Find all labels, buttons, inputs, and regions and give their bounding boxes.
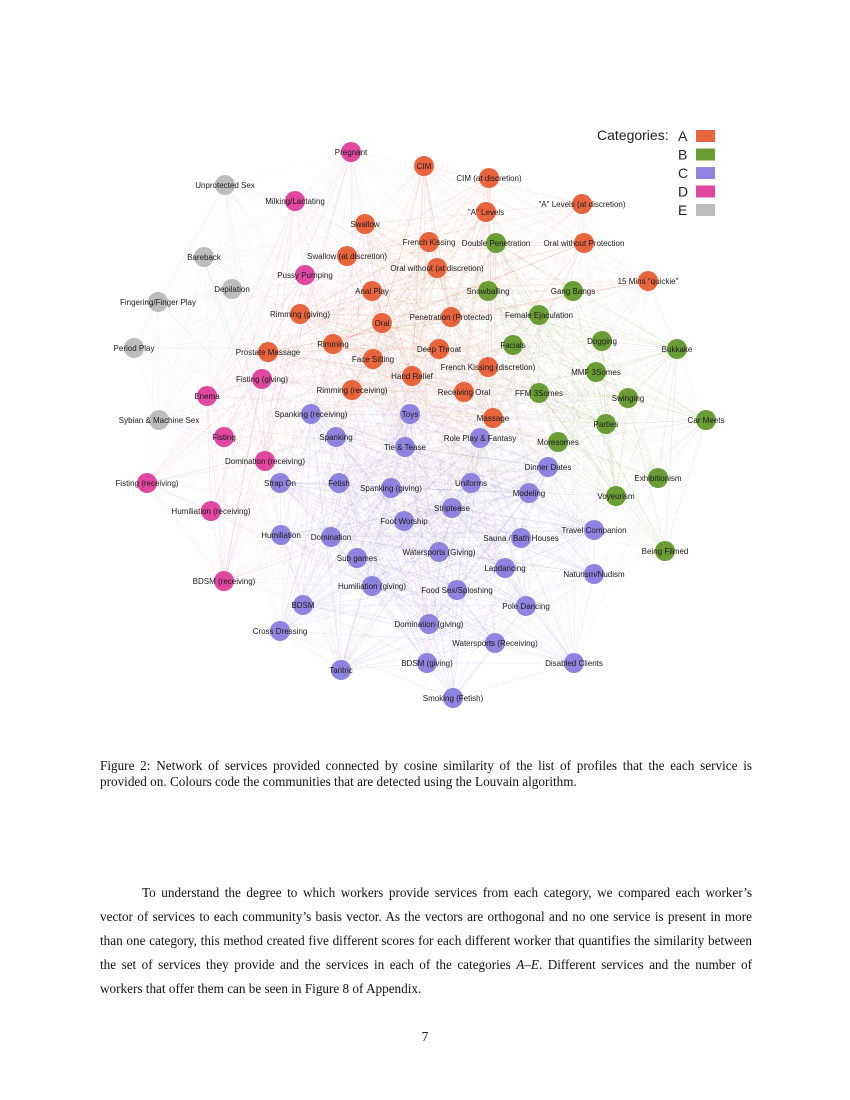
node-label: Lapdancing (484, 564, 526, 573)
network-edge (453, 643, 495, 698)
node-label: Deep Throat (416, 345, 462, 354)
service-network-figure (95, 115, 755, 715)
network-node (372, 313, 392, 333)
node-label: Role Play & Fantasy (443, 434, 517, 443)
legend-swatch (696, 130, 715, 142)
node-label: Depilation (214, 285, 250, 294)
node-label: Snowballing (466, 287, 510, 296)
node-label: Milking/Lactating (265, 197, 325, 206)
node-label: Humiliation (261, 531, 301, 540)
node-label: Fisting (receiving) (115, 479, 179, 488)
network-node (538, 194, 625, 214)
legend-swatch (696, 186, 715, 198)
node-label: Rimming (317, 340, 349, 349)
network-node (642, 541, 689, 561)
node-label: FFM 3Somes (514, 389, 564, 398)
node-label: BDSM (giving) (401, 659, 453, 668)
node-label: Spanking (giving) (360, 484, 422, 493)
node-label: Swallow (at discretion) (306, 252, 388, 261)
node-label: French Kissing (discretion) (440, 363, 536, 372)
network-node (403, 232, 456, 252)
node-label: Strap On (263, 479, 297, 488)
node-label: Dinner Dates (524, 463, 572, 472)
node-label: Being Filmed (641, 547, 689, 556)
node-label: Female Ejaculation (504, 311, 574, 320)
categories-range: A–E (516, 957, 539, 972)
legend-label: C (678, 165, 689, 181)
node-label: Period Play (113, 344, 155, 353)
node-label: Fingering/Finger Play (119, 298, 197, 307)
node-label: Car Meets (687, 416, 725, 425)
network-edge (424, 166, 582, 204)
node-label: Watersports (Giving) (402, 548, 476, 557)
network-node (253, 621, 308, 641)
node-label: Fisting (giving) (235, 375, 289, 384)
network-edge (616, 281, 648, 496)
body-text-start: To understand the degree to which workers provide services from each category, we compared each worker’s vector of services to each community’s basis vector. As the vectors are orthogonal and no one service is present in more than one category, this method created five different scores for each different worker that quantifies the similarity between the set of services they provide and the services in each of the categories (100, 885, 752, 972)
node-label: "A" Levels (at discretion) (538, 200, 626, 209)
network-edge (265, 461, 281, 535)
node-label: Double Penetration (461, 239, 531, 248)
node-label: Domination (receiving) (224, 457, 306, 466)
network-node (195, 175, 255, 195)
node-label: Anal Play (355, 287, 389, 296)
network-node (545, 653, 603, 673)
node-label: 15 Mins "quickie" (617, 277, 679, 286)
network-node (187, 247, 222, 267)
node-label: Pole Dancing (502, 602, 550, 611)
node-label: Oral without Protection (543, 239, 625, 248)
node-label: Enema (194, 392, 220, 401)
network-node (400, 404, 420, 424)
legend-title: Categories: (597, 127, 669, 143)
node-label: Spanking (319, 433, 353, 442)
node-label: Naturism/Nudism (563, 570, 625, 579)
network-node (456, 168, 522, 188)
node-label: Bareback (187, 253, 221, 262)
network-node (688, 410, 725, 430)
network-node (329, 660, 353, 680)
network-edge (147, 483, 224, 581)
body-text-end: . Different services and the number of workers that offer them can be seen in Figure 8 of Appendix. (100, 957, 752, 996)
node-label: Prostate Massage (235, 348, 301, 357)
figure-caption: Figure 2: Network of services provided connected by cosine similarity of the list of profiles that the each service is provided on. Colours code the communities that are detected using the Louvain algorithm. (100, 758, 752, 789)
node-label: Travel Companion (561, 526, 627, 535)
network-node (414, 156, 434, 176)
network-node (171, 501, 250, 521)
network-node (265, 191, 325, 211)
node-label: Tie & Tease (384, 443, 426, 452)
network-node (120, 292, 196, 312)
node-label: BDSM (receiving) (192, 577, 256, 586)
node-label: Cross Dressing (252, 627, 308, 636)
network-edge (489, 178, 648, 281)
page-number: 7 (421, 1029, 429, 1044)
node-label: Oral (374, 319, 390, 328)
legend-swatch (696, 167, 715, 179)
network-edge (665, 349, 677, 551)
node-label: Swinging (611, 394, 645, 403)
node-label: Striptease (433, 504, 471, 513)
node-label: Pussy Pumping (277, 271, 333, 280)
node-label: Facials (500, 341, 526, 350)
node-label: Hand Relief (391, 372, 433, 381)
node-label: Fetish (328, 479, 350, 488)
network-node (634, 468, 681, 488)
network-edge (207, 396, 211, 511)
node-label: Sub games (336, 554, 378, 563)
node-label: Oral without (at discretion) (390, 264, 484, 273)
node-label: Modeling (512, 489, 546, 498)
node-label: Gang Bangs (550, 287, 596, 296)
node-label: Rimming (receiving) (316, 386, 388, 395)
node-label: Exhibitionism (634, 474, 682, 483)
node-label: Sybian & Machine Sex (118, 416, 200, 425)
network-node (561, 520, 626, 540)
node-label: Tantric (329, 666, 353, 675)
node-label: Swallow (350, 220, 380, 229)
network-node (423, 688, 484, 708)
network-edges (134, 152, 706, 698)
legend-label: E (678, 202, 688, 218)
network-node (115, 473, 178, 493)
node-label: "A" Levels (467, 208, 505, 217)
network-edge (207, 396, 224, 581)
network-edge (339, 483, 341, 670)
node-label: Spanking (receiving) (274, 410, 348, 419)
network-node (502, 596, 550, 616)
node-label: BDSM (291, 601, 315, 610)
node-label: Smoking (Fetish) (422, 694, 484, 703)
node-label: Rimming (giving) (269, 310, 331, 319)
node-label: Uniforms (454, 479, 488, 488)
legend-swatch (696, 149, 715, 161)
node-label: Foot Worship (380, 517, 428, 526)
network-node (335, 142, 368, 162)
node-label: Fisting (212, 433, 236, 442)
node-label: Bukkake (661, 345, 693, 354)
node-label: Food Sex/Sploshing (421, 586, 493, 595)
node-label: Humiliation (receiving) (171, 507, 251, 516)
legend-label: D (678, 183, 689, 200)
node-label: Watersports (Receiving) (452, 639, 538, 648)
legend-label: B (678, 146, 688, 163)
network-edge (453, 663, 574, 698)
network-node (618, 271, 679, 291)
node-label: Receiving Oral (437, 388, 491, 397)
node-label: CIM (416, 162, 432, 171)
network-edge (303, 605, 574, 663)
node-label: Voyeurism (597, 492, 635, 501)
node-label: French Kissing (402, 238, 456, 247)
node-label: MMF 3Somes (571, 368, 621, 377)
network-node (421, 580, 493, 600)
node-label: Face Sitting (351, 355, 395, 364)
node-label: Humiliation (giving) (337, 582, 407, 591)
node-label: Domination (giving) (394, 620, 464, 629)
node-label: Toys (401, 410, 419, 419)
node-label: Disabled Clients (545, 659, 603, 668)
body-paragraph (100, 881, 752, 1001)
node-label: Domination (310, 533, 352, 542)
node-label: Massage (476, 414, 510, 423)
node-label: Dogging (587, 337, 617, 346)
node-label: Unprotected Sex (195, 181, 255, 190)
legend-label: A (678, 128, 688, 144)
node-label: CIM (at discretion) (456, 174, 522, 183)
node-label: Pregnant (334, 148, 368, 157)
network-edge (158, 302, 159, 420)
network-node (662, 339, 693, 359)
node-label: Parties (593, 420, 619, 429)
node-label: Penetration (Protected) (409, 313, 493, 322)
node-label: Moresomes (537, 438, 579, 447)
legend-swatch (696, 204, 715, 216)
network-edge (204, 201, 295, 257)
node-label: Sauna / Bath Houses (483, 534, 559, 543)
network-edge (665, 420, 706, 551)
